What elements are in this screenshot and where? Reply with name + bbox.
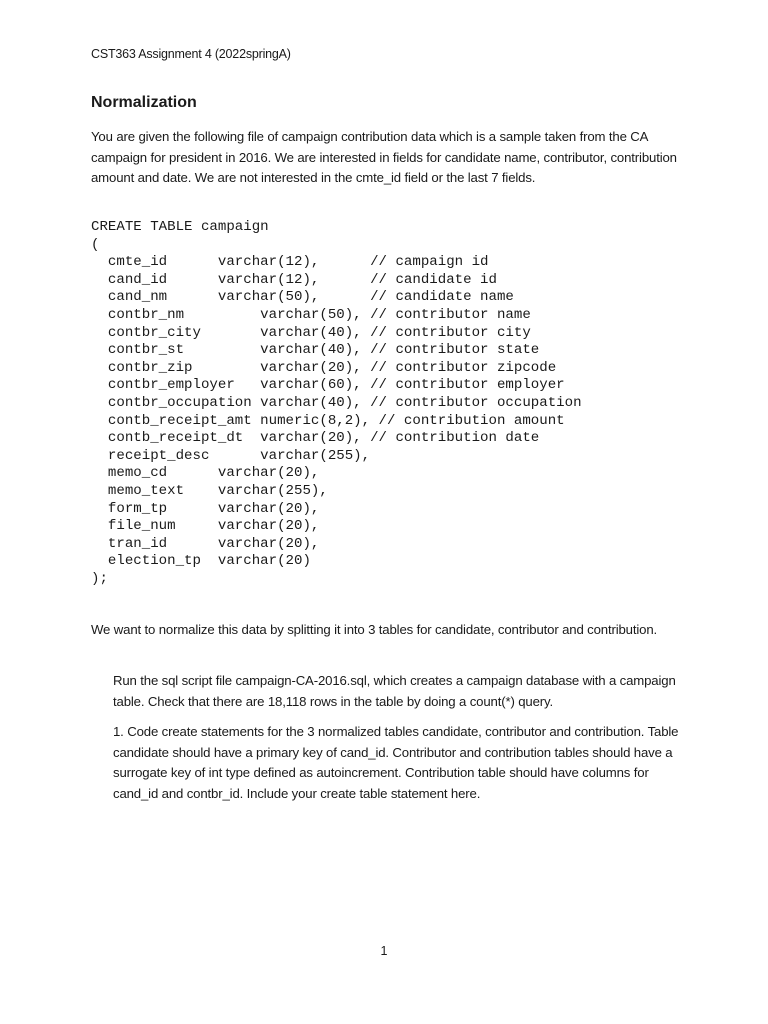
code-line: tran_id varchar(20), xyxy=(91,535,320,552)
run-script-paragraph: Run the sql script file campaign-CA-2016.sql, which creates a campaign database with a campaign table. Check that there are 18,118 rows in the table by doing a count(*) query. xyxy=(113,673,676,709)
normalize-paragraph: We want to normalize this data by splitting it into 3 tables for candidate, contributor and contribution. xyxy=(91,622,658,637)
code-line: contb_receipt_amt numeric(8,2), // contribution amount xyxy=(91,412,565,429)
code-line: memo_text varchar(255), xyxy=(91,482,328,499)
code-line: contbr_st varchar(40), // contributor state xyxy=(91,342,540,359)
code-line: ); xyxy=(91,570,108,587)
intro-paragraph: You are given the following file of campaign contribution data which is a sample taken from the CA campaign for president in 2016. We are interested in fields for candidate name, contributor, contribution amount and date. We are not interested in the cmte_id field or the last 7 fields. xyxy=(91,129,677,186)
code-line: election_tp varchar(20) xyxy=(91,553,311,570)
document-header: CST363 Assignment 4 (2022springA) xyxy=(91,47,291,61)
code-line: contbr_zip varchar(20), // contributor zipcode xyxy=(91,359,557,376)
code-line: contbr_city varchar(40), // contributor city xyxy=(91,324,531,341)
code-line: cand_id varchar(12), // candidate id xyxy=(91,271,497,288)
page-number: 1 xyxy=(380,944,388,958)
create-table-code xyxy=(91,219,582,588)
code-line: cand_nm varchar(50), // candidate name xyxy=(91,289,514,306)
code-line: form_tp varchar(20), xyxy=(91,500,320,517)
code-line: contbr_nm varchar(50), // contributor name xyxy=(91,306,531,323)
code-line: receipt_desc varchar(255), xyxy=(91,447,371,464)
code-line: cmte_id varchar(12), // campaign id xyxy=(91,254,489,271)
code-line: memo_cd varchar(20), xyxy=(91,465,320,482)
code-line: file_num varchar(20), xyxy=(91,518,320,535)
code-line: contb_receipt_dt varchar(20), // contribution date xyxy=(91,430,540,447)
task-1-paragraph: 1. Code create statements for the 3 normalized tables candidate, contributor and contribution. Table candidate should have a primary key of cand_id. Contributor and contribution tables should have a surrogate key of int type defined as autoincrement. Contribution table should have columns for cand_id and contbr_id. Include your create table statement here. xyxy=(113,724,679,801)
code-line: contbr_employer varchar(60), // contributor employer xyxy=(91,377,565,394)
code-line: ( xyxy=(91,236,100,253)
code-line: CREATE TABLE campaign xyxy=(91,219,269,235)
code-line: contbr_occupation varchar(40), // contributor occupation xyxy=(91,394,582,411)
section-title: Normalization xyxy=(91,94,197,111)
